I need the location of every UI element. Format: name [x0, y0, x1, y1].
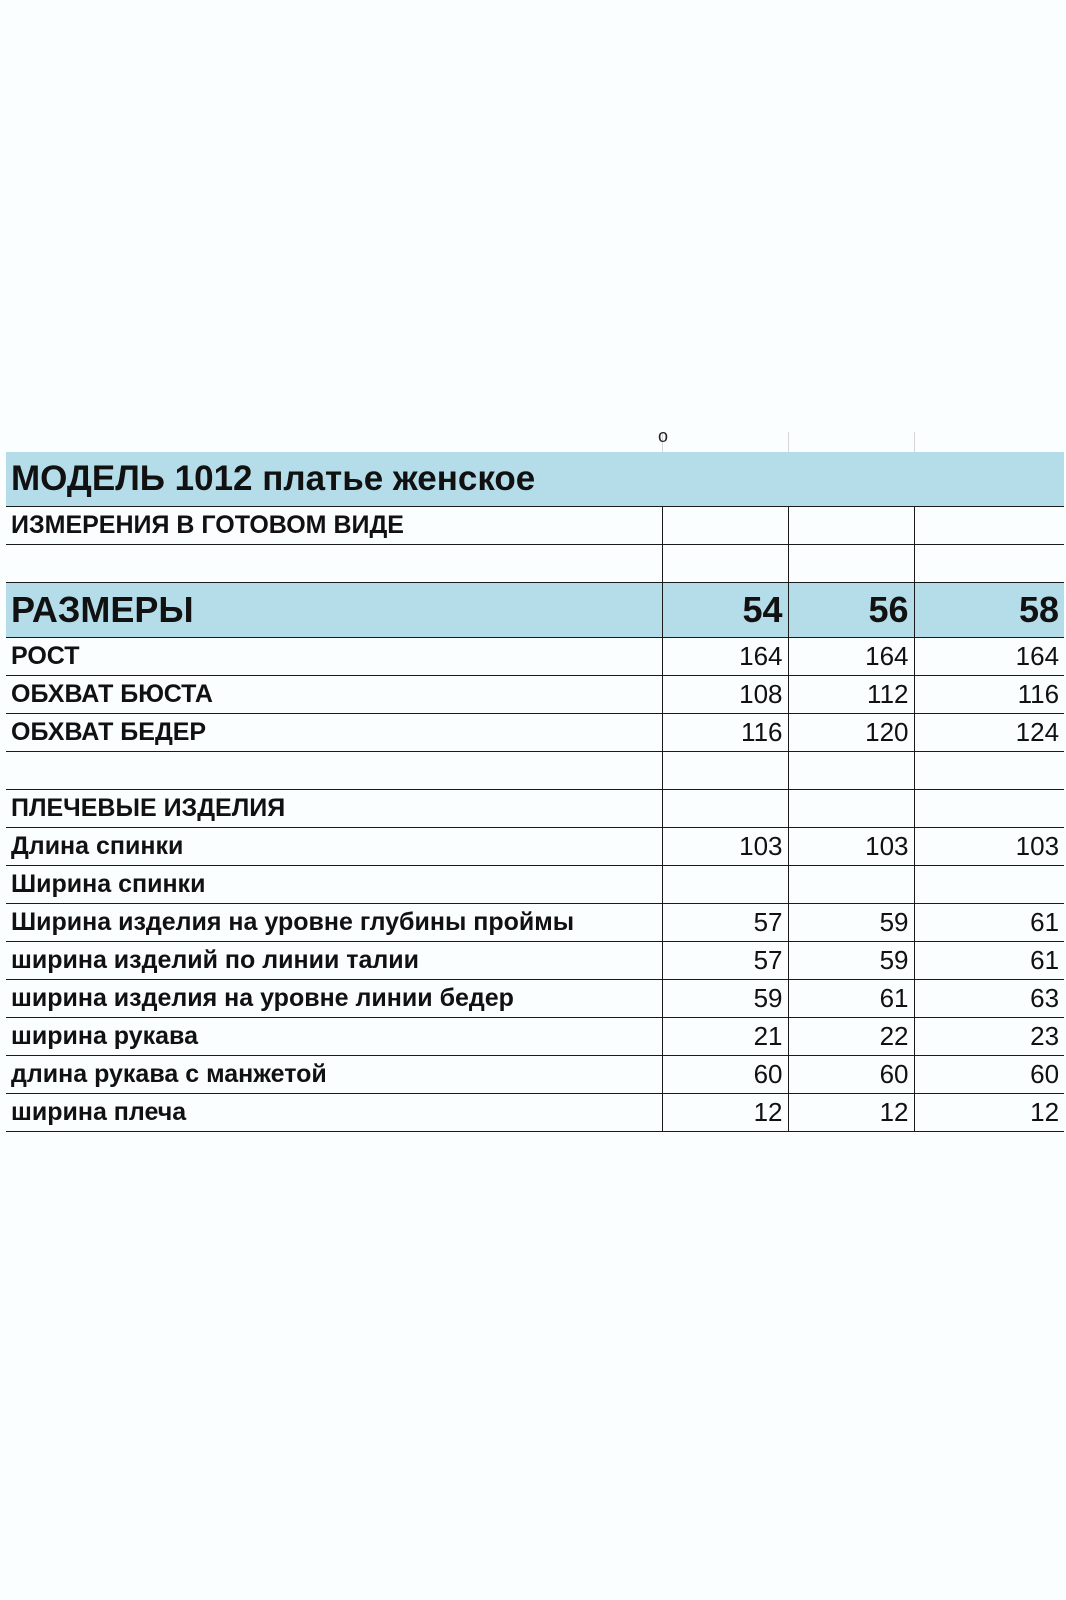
empty-cell — [788, 545, 914, 583]
measurement-value — [914, 866, 1064, 904]
measurement-label: ОБХВАТ БЕДЕР — [6, 714, 662, 752]
size-54-header: 54 — [662, 583, 788, 638]
measurement-value: 12 — [788, 1094, 914, 1132]
measurement-label: ширина плеча — [6, 1094, 662, 1132]
measurement-value — [788, 790, 914, 828]
empty-cell — [6, 545, 662, 583]
blank-row — [6, 545, 1064, 583]
measurement-value — [788, 866, 914, 904]
measurement-label: РОСТ — [6, 638, 662, 676]
model-title: МОДЕЛЬ 1012 платье женское — [6, 452, 1064, 507]
measurement-value: 23 — [914, 1018, 1064, 1056]
table-row — [6, 980, 1064, 1018]
measurement-label: Ширина изделия на уровне глубины проймы — [6, 904, 662, 942]
sizes-label: РАЗМЕРЫ — [6, 583, 662, 638]
cropped-top-row — [6, 426, 1064, 452]
table-row — [6, 790, 1064, 828]
empty-cell — [662, 545, 788, 583]
measurement-value: 164 — [788, 638, 914, 676]
measurement-label: ПЛЕЧЕВЫЕ ИЗДЕЛИЯ — [6, 790, 662, 828]
title-row — [6, 452, 1064, 507]
measurements-subtitle: ИЗМЕРЕНИЯ В ГОТОВОМ ВИДЕ — [6, 507, 662, 545]
measurement-value: 60 — [662, 1056, 788, 1094]
measurement-value: 57 — [662, 904, 788, 942]
measurement-label: Длина спинки — [6, 828, 662, 866]
size-chart-sheet — [0, 426, 1066, 1162]
table-row — [6, 1094, 1064, 1132]
table-row — [6, 638, 1064, 676]
measurement-value — [914, 790, 1064, 828]
cropped-cell-text: о — [658, 426, 669, 446]
measurement-value: 103 — [788, 828, 914, 866]
table-row — [6, 1018, 1064, 1056]
measurement-value: 57 — [662, 942, 788, 980]
subtitle-row — [6, 507, 1064, 545]
measurement-value: 59 — [788, 942, 914, 980]
measurement-label: длина рукава с манжетой — [6, 1056, 662, 1094]
measurement-value: 116 — [914, 676, 1064, 714]
measurement-value: 60 — [914, 1056, 1064, 1094]
measurement-value — [914, 752, 1064, 790]
table-row — [6, 676, 1064, 714]
measurement-value: 103 — [662, 828, 788, 866]
measurement-value: 12 — [662, 1094, 788, 1132]
table-row — [6, 1056, 1064, 1094]
grid-line — [914, 432, 915, 452]
measurement-value: 59 — [662, 980, 788, 1018]
measurement-value: 61 — [914, 904, 1064, 942]
measurement-value: 61 — [788, 980, 914, 1018]
measurement-label: Ширина спинки — [6, 866, 662, 904]
measurement-value: 116 — [662, 714, 788, 752]
measurement-value: 124 — [914, 714, 1064, 752]
measurement-value: 103 — [914, 828, 1064, 866]
measurement-label — [6, 752, 662, 790]
empty-cell — [662, 507, 788, 545]
measurement-value — [788, 752, 914, 790]
measurement-value — [662, 752, 788, 790]
measurement-value: 22 — [788, 1018, 914, 1056]
measurement-value: 164 — [914, 638, 1064, 676]
measurement-value: 63 — [914, 980, 1064, 1018]
measurement-value: 59 — [788, 904, 914, 942]
size-56-header: 56 — [788, 583, 914, 638]
measurement-label: ширина изделия на уровне линии бедер — [6, 980, 662, 1018]
sizes-header-row — [6, 583, 1064, 638]
measurement-value — [662, 790, 788, 828]
measurement-label: ОБХВАТ БЮСТА — [6, 676, 662, 714]
measurement-value: 164 — [662, 638, 788, 676]
measurement-value — [662, 866, 788, 904]
measurement-value: 21 — [662, 1018, 788, 1056]
table-row — [6, 904, 1064, 942]
empty-cell — [914, 545, 1064, 583]
table-row — [6, 866, 1064, 904]
measurement-value: 12 — [914, 1094, 1064, 1132]
grid-line — [788, 432, 789, 452]
table-row — [6, 942, 1064, 980]
empty-cell — [788, 507, 914, 545]
measurement-value: 61 — [914, 942, 1064, 980]
measurement-value: 112 — [788, 676, 914, 714]
measurement-label: ширина изделий по линии талии — [6, 942, 662, 980]
size-58-header: 58 — [914, 583, 1064, 638]
measurement-value: 120 — [788, 714, 914, 752]
table-row — [6, 828, 1064, 866]
table-row — [6, 714, 1064, 752]
measurement-value: 108 — [662, 676, 788, 714]
measurement-value: 60 — [788, 1056, 914, 1094]
table-row — [6, 752, 1064, 790]
size-table — [6, 452, 1064, 1132]
empty-cell — [914, 507, 1064, 545]
measurement-label: ширина рукава — [6, 1018, 662, 1056]
